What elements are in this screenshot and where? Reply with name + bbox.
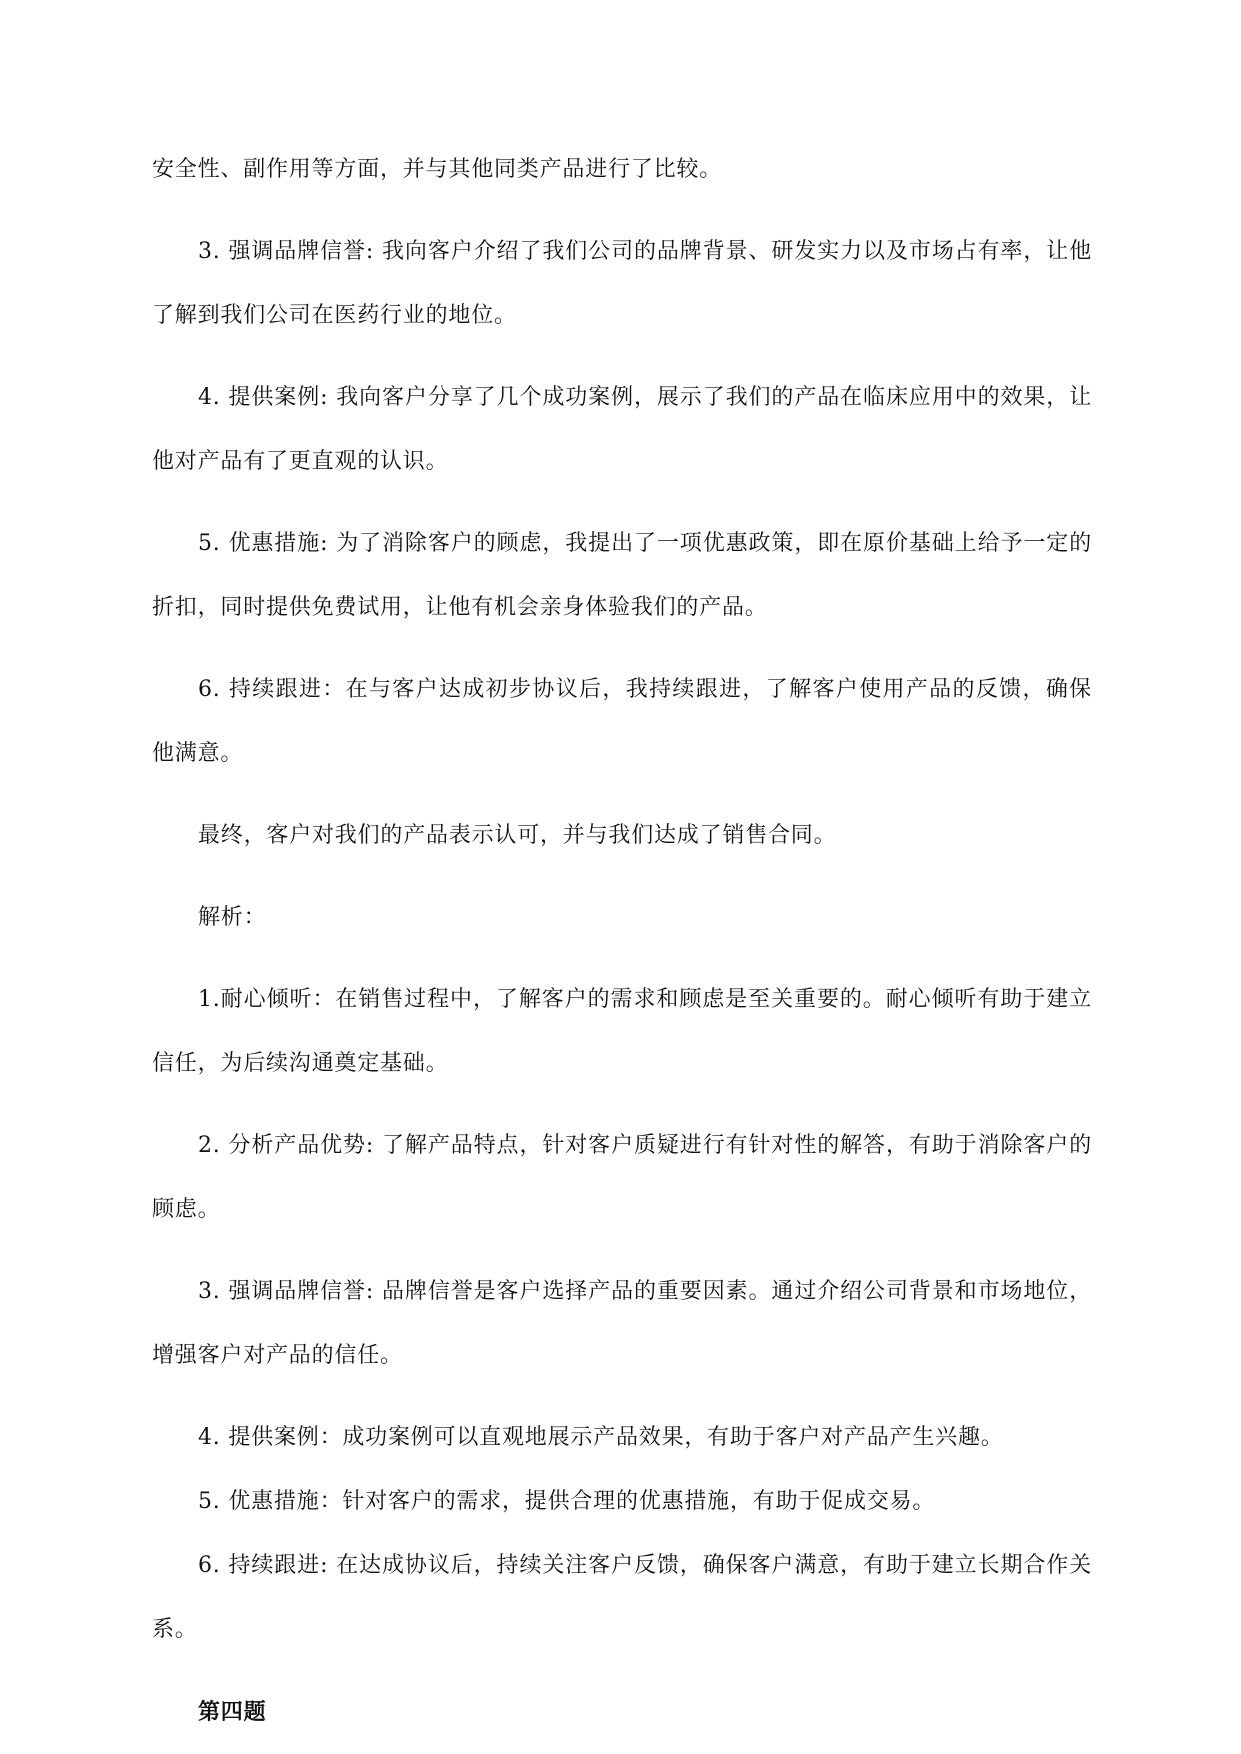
section-heading: 第四题: [198, 1699, 267, 1725]
paragraph-analysis-brand-reputation: 3. 强调品牌信誉: 品牌信誉是客户选择产品的重要因素。通过介绍公司背景和市场地位，增强客户对产品的信任。: [152, 1279, 1092, 1368]
paragraph-brand-reputation: 3. 强调品牌信誉: 我向客户介绍了我们公司的品牌背景、研发实力以及市场占有率，让他了解到我们公司在医药行业的地位。: [152, 239, 1092, 328]
paragraph-follow-up: 6. 持续跟进：在与客户达成初步协议后，我持续跟进，了解客户使用产品的反馈，确保他满意。: [152, 677, 1092, 766]
paragraph-safety-comparison: 安全性、副作用等方面，并与其他同类产品进行了比较。: [152, 157, 723, 182]
paragraph-analysis-product-advantages: 2. 分析产品优势: 了解产品特点，针对客户质疑进行有针对性的解答，有助于消除客户的顾虑。: [152, 1133, 1092, 1222]
paragraph-analysis-follow-up: 6. 持续跟进: 在达成协议后，持续关注客户反馈，确保客户满意，有助于建立长期合作关系。: [152, 1553, 1092, 1642]
paragraph-analysis-label: 解析：: [198, 905, 267, 930]
paragraph-discount-measures: 5. 优惠措施: 为了消除客户的顾虑，我提出了一项优惠政策，即在原价基础上给予一定的折扣，同时提供免费试用，让他有机会亲身体验我们的产品。: [152, 531, 1092, 620]
document-body: [152, 138, 1092, 1744]
paragraph-analysis-discounts: 5. 优惠措施：针对客户的需求，提供合理的优惠措施，有助于促成交易。: [198, 1489, 936, 1514]
paragraph-case-studies: 4. 提供案例: 我向客户分享了几个成功案例，展示了我们的产品在临床应用中的效果，让他对产品有了更直观的认识。: [152, 385, 1092, 474]
paragraph-analysis-listening: 1.耐心倾听：在销售过程中，了解客户的需求和顾虑是至关重要的。耐心倾听有助于建立信任，为后续沟通奠定基础。: [152, 987, 1092, 1076]
paragraph-final-result: 最终，客户对我们的产品表示认可，并与我们达成了销售合同。: [198, 823, 837, 848]
paragraph-analysis-case-studies: 4. 提供案例：成功案例可以直观地展示产品效果，有助于客户对产品产生兴趣。: [198, 1425, 1004, 1450]
